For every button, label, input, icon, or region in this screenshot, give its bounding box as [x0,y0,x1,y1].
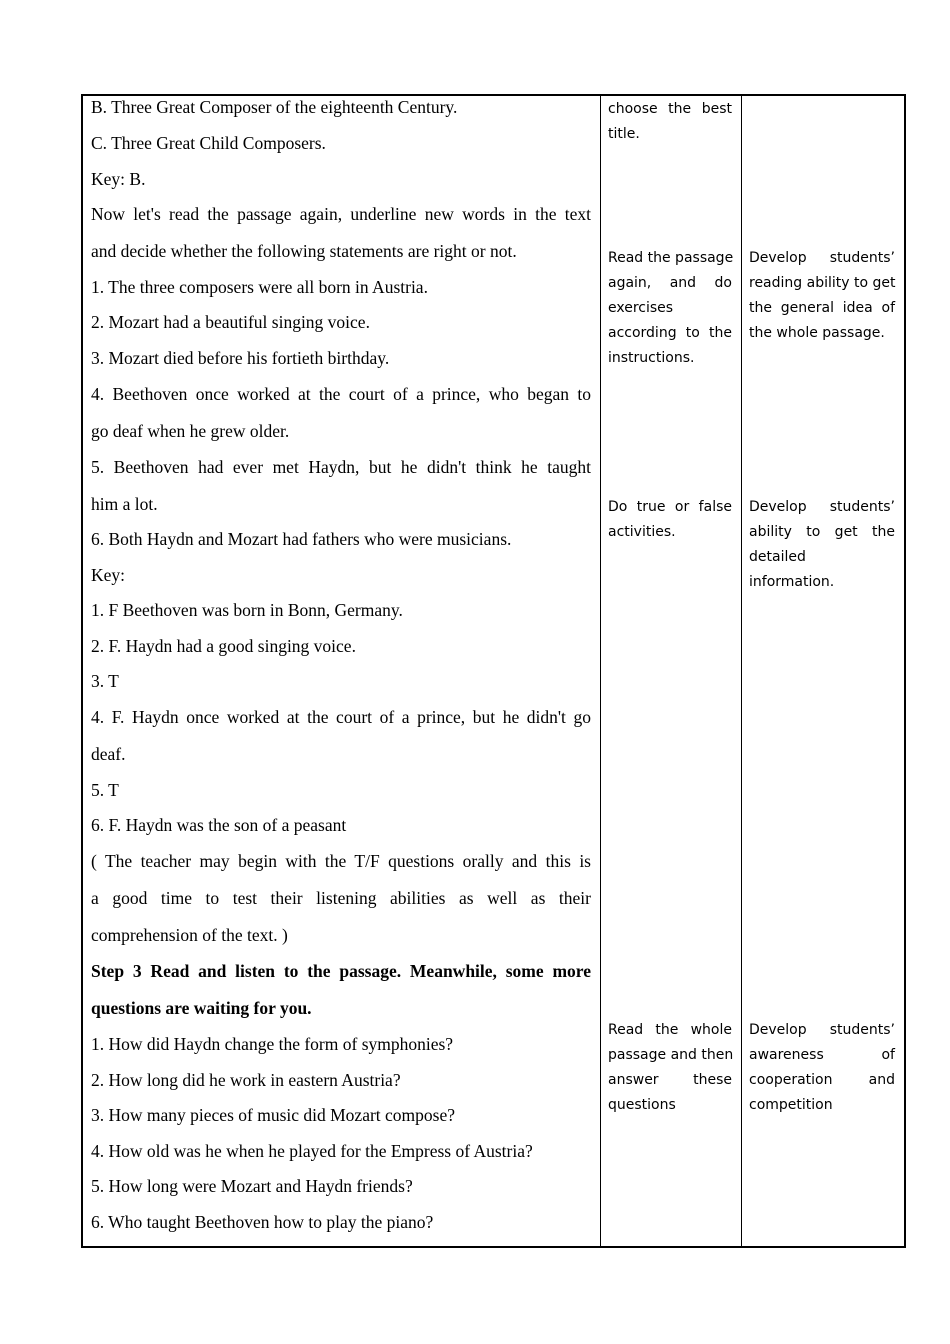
statement-6: 6. Both Haydn and Mozart had fathers who were musicians. [91,529,512,549]
activity-read-again: Read the passage again, and do exercises according to the instructions. [608,250,734,366]
question-1: 1. How did Haydn change the form of symphonies? [91,1034,454,1054]
step-3-heading-line-2: questions are waiting for you. [91,998,312,1018]
question-5: 5. How long were Mozart and Haydn friends? [91,1176,413,1196]
statement-5-line-1: 5. Beethoven had ever met Haydn, but he didn't think he taught [91,457,591,477]
activity-read-whole: Read the whole passage and then answer these questions [608,1022,734,1113]
statement-5-line-2: him a lot. [91,494,158,514]
teacher-note-line-3: comprehension of the text. ) [91,925,288,945]
answer-2: 2. F. Haydn had a good singing voice. [91,636,356,656]
student-activity-column [600,96,742,1246]
step-3-heading-line-1: Step 3 Read and listen to the passage. Meanwhile, some more [91,961,591,981]
purpose-general-idea: Develop students’ reading ability to get the general idea of the whole passage. [749,250,896,341]
lesson-plan-table [81,94,906,1248]
statement-3: 3. Mozart died before his fortieth birthday. [91,348,390,368]
question-4: 4. How old was he when he played for the Empress of Austria? [91,1141,533,1161]
purpose-column [741,96,904,1246]
answer-1: 1. F Beethoven was born in Bonn, Germany. [91,600,403,620]
teacher-note-line-1: ( The teacher may begin with the T/F questions orally and this is [91,851,591,871]
answer-4-line-2: deaf. [91,744,126,764]
answer-4-line-1: 4. F. Haydn once worked at the court of a prince, but he didn't go [91,707,591,727]
question-6: 6. Who taught Beethoven how to play the piano? [91,1212,434,1232]
statement-1: 1. The three composers were all born in Austria. [91,277,428,297]
purpose-cooperation: Develop students’ awareness of cooperation and competition [749,1022,895,1113]
instruction-line-2: and decide whether the following statements are right or not. [91,241,517,261]
key-line: Key: B. [91,169,146,189]
option-b-line: B. Three Great Composer of the eighteenth Century. [91,97,458,117]
teaching-procedure-column [83,96,601,1246]
statement-4-line-1: 4. Beethoven once worked at the court of a prince, who began to [91,384,591,404]
instruction-line-1: Now let's read the passage again, underline new words in the text [91,204,591,224]
purpose-detailed-info: Develop students’ ability to get the detailed information. [749,499,895,590]
question-3: 3. How many pieces of music did Mozart compose? [91,1105,456,1125]
option-c-line: C. Three Great Child Composers. [91,133,326,153]
question-2: 2. How long did he work in eastern Austria? [91,1070,401,1090]
teacher-note-line-2: a good time to test their listening abilities as well as their [91,888,591,908]
activity-true-false: Do true or false activities. [608,499,732,540]
answer-5: 5. T [91,780,119,800]
statement-4-line-2: go deaf when he grew older. [91,421,290,441]
answer-6: 6. F. Haydn was the son of a peasant [91,815,347,835]
activity-choose-title: choose the best title. [608,101,732,142]
answer-key-heading: Key: [91,565,126,585]
statement-2: 2. Mozart had a beautiful singing voice. [91,312,370,332]
answer-3: 3. T [91,671,119,691]
